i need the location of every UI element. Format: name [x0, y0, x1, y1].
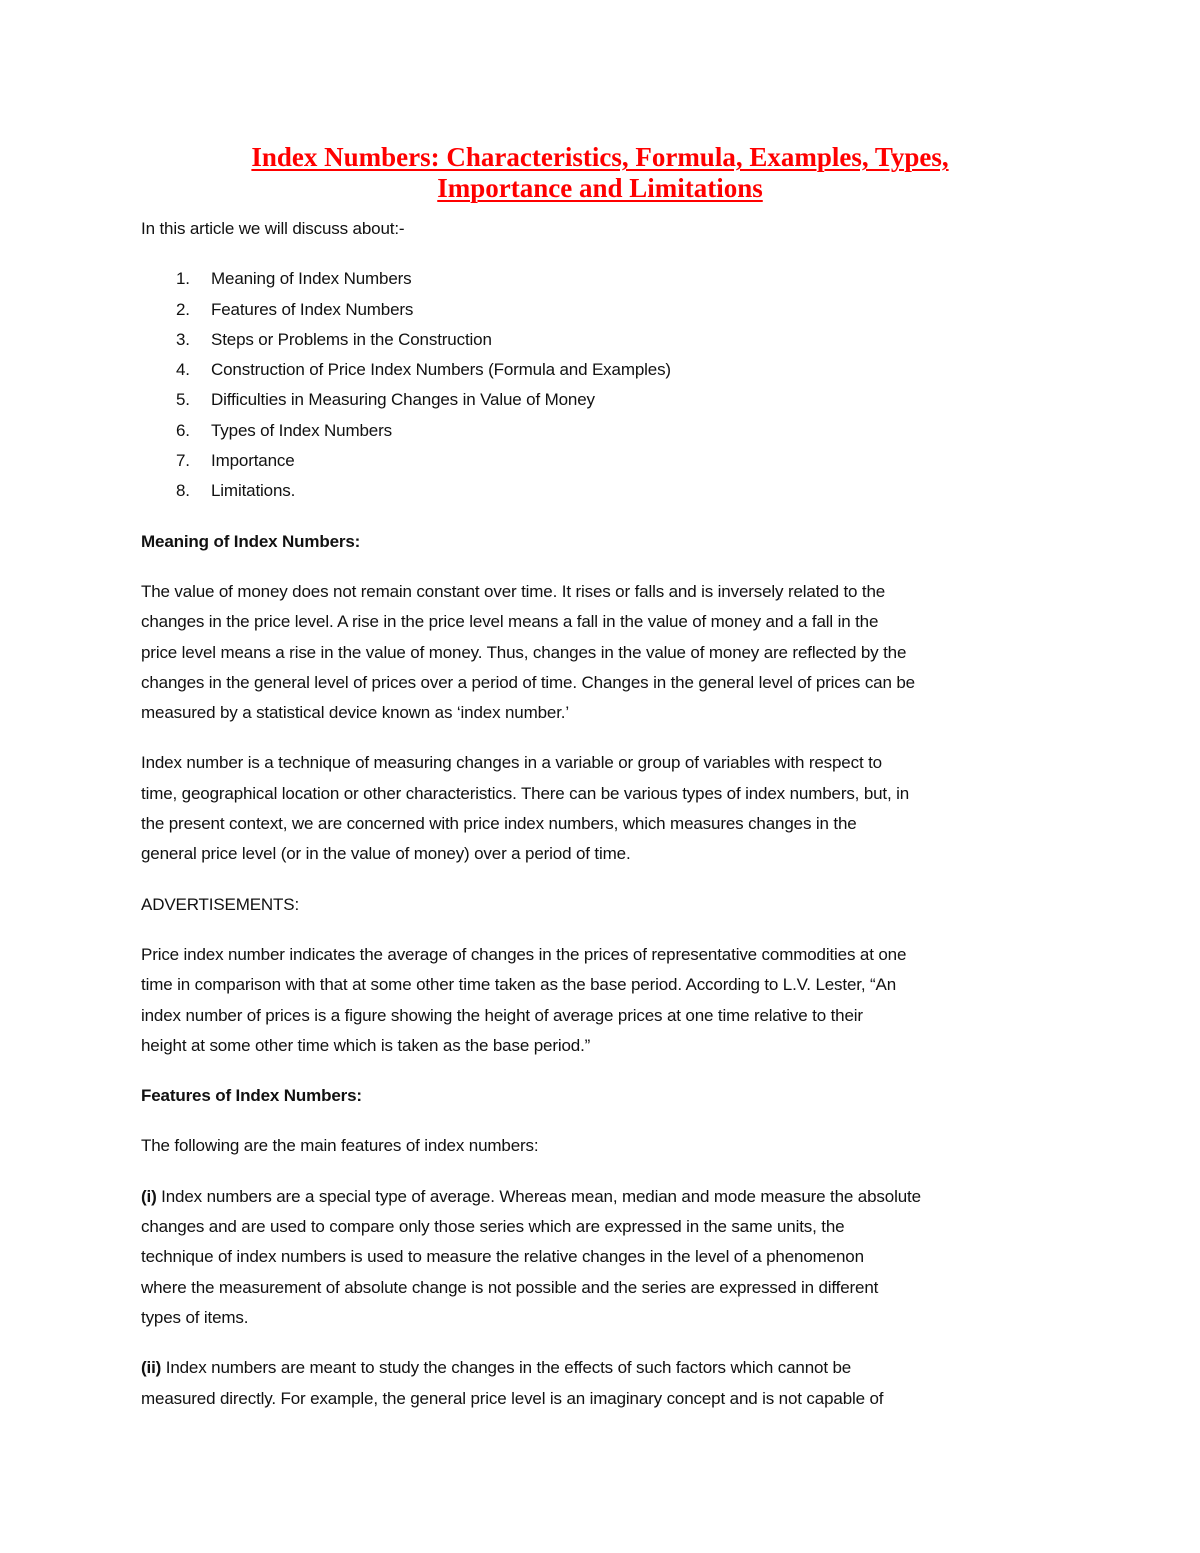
- toc-item-number: 5.: [176, 390, 190, 410]
- document-body: [141, 214, 1081, 1434]
- toc-item: [141, 476, 1081, 506]
- heading-meaning: [141, 527, 1081, 557]
- line-text: changes and are used to compare only those series which are expressed in the same units, the: [141, 1217, 845, 1237]
- line-text: The value of money does not remain constant over time. It rises or falls and is inversely related to the: [141, 581, 886, 601]
- text-line: [141, 779, 1081, 809]
- text-line: [141, 1001, 1081, 1031]
- item-marker: (i): [141, 1186, 157, 1206]
- title-line-2: Importance and Limitations: [437, 173, 763, 203]
- toc-item: [141, 264, 1081, 294]
- text-line: [141, 1031, 1081, 1061]
- toc-item-number: 2.: [176, 299, 190, 319]
- line-text: index number of prices is a figure showing the height of average prices at one time relative to their: [141, 1005, 863, 1025]
- text-line: [141, 839, 1081, 869]
- feature-ii: [141, 1353, 1081, 1414]
- line-text: Meaning of Index Numbers:: [141, 531, 361, 551]
- heading-features: [141, 1081, 1081, 1111]
- line-text: measured by a statistical device known as ‘index number.’: [141, 703, 570, 723]
- text-line: [141, 970, 1081, 1000]
- line-text: Index number is a technique of measuring changes in a variable or group of variables with respect to: [141, 753, 882, 773]
- toc-item-label: Types of Index Numbers: [211, 420, 392, 440]
- toc-item: [141, 446, 1081, 476]
- text-line: [141, 1242, 1081, 1272]
- toc-item-label: Meaning of Index Numbers: [211, 269, 412, 289]
- paragraph-value-of-money: [141, 577, 1081, 728]
- toc-item-number: 4.: [176, 360, 190, 380]
- content-blocks: [141, 527, 1081, 1414]
- text-line: [141, 1384, 1081, 1414]
- text-line: [141, 1081, 1081, 1111]
- line-text: ADVERTISEMENTS:: [141, 894, 300, 914]
- text-line: [141, 638, 1081, 668]
- text-line: [141, 527, 1081, 557]
- toc-item-label: Steps or Problems in the Construction: [211, 329, 492, 349]
- text-line: [141, 668, 1081, 698]
- table-of-contents: [141, 264, 1081, 506]
- line-text: general price level (or in the value of money) over a period of time.: [141, 844, 631, 864]
- toc-item-label: Construction of Price Index Numbers (Formula and Examples): [211, 360, 671, 380]
- line-text: measured directly. For example, the general price level is an imaginary concept and is not capable of: [141, 1388, 884, 1408]
- toc-item-label: Limitations.: [211, 481, 296, 501]
- line-text: types of items.: [141, 1307, 249, 1327]
- toc-item-label: Features of Index Numbers: [211, 299, 414, 319]
- text-line: [141, 809, 1081, 839]
- line-text: price level means a rise in the value of money. Thus, changes in the value of money are reflected by the: [141, 642, 907, 662]
- line-text: Index numbers are a special type of average. Whereas mean, median and mode measure the absolute: [156, 1186, 921, 1206]
- toc-item-number: 7.: [176, 451, 190, 471]
- feature-i: [141, 1182, 1081, 1333]
- line-text: the present context, we are concerned with price index numbers, which measures changes in the: [141, 814, 857, 834]
- text-line: [141, 577, 1081, 607]
- line-text: where the measurement of absolute change is not possible and the series are expressed in different: [141, 1277, 879, 1297]
- text-line: [141, 1273, 1081, 1303]
- text-line: [141, 1212, 1081, 1242]
- line-text: height at some other time which is taken as the base period.”: [141, 1035, 591, 1055]
- text-line: [141, 748, 1081, 778]
- toc-item: [141, 295, 1081, 325]
- text-line: [141, 1303, 1081, 1333]
- text-line: [141, 940, 1081, 970]
- toc-item-label: Importance: [211, 451, 295, 471]
- item-marker: (ii): [141, 1358, 162, 1378]
- text-line: [141, 607, 1081, 637]
- line-text: changes in the price level. A rise in the price level means a fall in the value of money and a fall in the: [141, 612, 879, 632]
- document-title: [0, 142, 1200, 204]
- line-text: changes in the general level of prices over a period of time. Changes in the general level of prices can be: [141, 672, 915, 692]
- toc-item-number: 3.: [176, 329, 190, 349]
- paragraph-features-intro: [141, 1131, 1081, 1161]
- text-line: [141, 1353, 1081, 1383]
- toc-item: [141, 325, 1081, 355]
- toc-item: [141, 416, 1081, 446]
- intro-text: In this article we will discuss about:-: [141, 219, 405, 238]
- title-line-1: Index Numbers: Characteristics, Formula, Examples, Types,: [251, 142, 949, 172]
- toc-item-number: 6.: [176, 420, 190, 440]
- toc-item: [141, 355, 1081, 385]
- line-text: The following are the main features of index numbers:: [141, 1136, 539, 1156]
- paragraph-price-index: [141, 940, 1081, 1061]
- toc-item: [141, 385, 1081, 415]
- text-line: [141, 890, 1081, 920]
- toc-item-number: 1.: [176, 269, 190, 289]
- line-text: Features of Index Numbers:: [141, 1086, 362, 1106]
- line-text: Index numbers are meant to study the changes in the effects of such factors which cannot be: [161, 1358, 852, 1378]
- toc-item-label: Difficulties in Measuring Changes in Value of Money: [211, 390, 595, 410]
- toc-item-number: 8.: [176, 481, 190, 501]
- line-text: time in comparison with that at some other time taken as the base period. According to L.V. Lester, “An: [141, 975, 897, 995]
- text-line: [141, 1131, 1081, 1161]
- line-text: technique of index numbers is used to measure the relative changes in the level of a phenomenon: [141, 1247, 864, 1267]
- line-text: Price index number indicates the average of changes in the prices of representative commodities at one: [141, 944, 907, 964]
- advertisements-label: [141, 890, 1081, 920]
- text-line: [141, 698, 1081, 728]
- paragraph-index-number-technique: [141, 748, 1081, 869]
- text-line: [141, 1182, 1081, 1212]
- line-text: time, geographical location or other characteristics. There can be various types of index numbers, but, in: [141, 783, 910, 803]
